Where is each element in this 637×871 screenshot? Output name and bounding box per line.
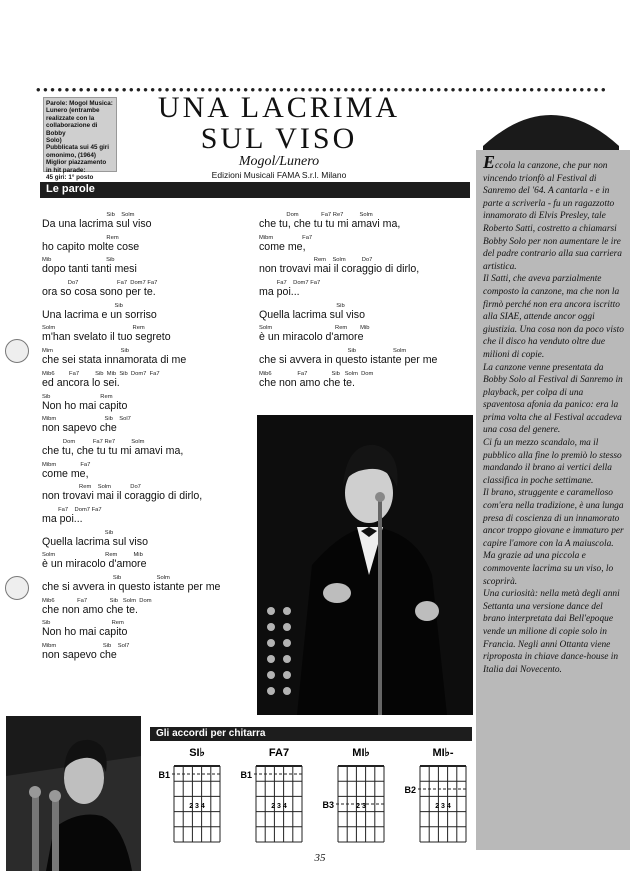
lyric-block: [42, 620, 254, 638]
story-text: Una curiosità: nella metà degli anni Settanta una versione dance del brano interpretata dai Bell'epoque vende un milione di copie solo in Francia. Negli anni Ottanta viene riproposta in chiave dance-house in Italia dai Novecento.: [483, 589, 620, 675]
lyrics-right-column: [259, 212, 471, 394]
chord-line: Mib6 Fa7 Sib Solm Dom: [259, 370, 374, 377]
chord-line: Rem Solm Do7: [42, 484, 141, 491]
story-paragraph: [483, 152, 625, 273]
lyric-line: non sapevo che: [42, 649, 117, 662]
story-paragraph: [483, 487, 625, 550]
story-paragraph: [483, 273, 625, 361]
lyric-line: Non ho mai capito: [42, 626, 128, 639]
lyric-line: non trovavi mai il coraggio di dirlo,: [42, 490, 203, 503]
lyric-line: come me,: [42, 467, 89, 480]
chord-line: Sib Rem: [42, 393, 113, 400]
lyric-block: [259, 257, 471, 275]
lyric-block: [42, 598, 254, 616]
info-line: Lunero (entrambe: [46, 107, 100, 115]
chord-line: Sib Solm: [259, 348, 407, 355]
story-paragraph: [483, 437, 625, 487]
lyric-line: Una lacrima e un sorriso: [42, 308, 157, 321]
chord-name: MI♭: [352, 747, 370, 759]
chord-line: Mim Sib: [42, 348, 129, 355]
finger-numbers: 2 3 4: [435, 803, 451, 810]
chord-line: Sib: [42, 302, 123, 309]
lyric-block: [42, 484, 254, 502]
title-line-2: SUL VISO: [200, 122, 358, 155]
song-authors: Mogol/Lunero: [238, 154, 320, 169]
fret-label: B3: [322, 800, 334, 810]
lyric-block: [42, 416, 254, 434]
story-paragraph: [483, 588, 625, 676]
chord-line: Fa7 Dom7 Fa7: [42, 506, 102, 513]
lyric-line: che non amo che te.: [259, 376, 355, 389]
lyric-block: [259, 212, 471, 230]
chord-line: Rem: [42, 234, 119, 241]
lyric-line: m'han svelato il tuo segreto: [42, 331, 171, 344]
lyric-line: ora so cosa sono per te.: [42, 286, 156, 299]
lyric-line: è un miracolo d'amore: [259, 331, 364, 344]
chord-line: Do7 Fa7 Dom7 Fa7: [42, 280, 158, 287]
info-line: Miglior piazzamento: [46, 159, 107, 167]
lyric-block: [42, 371, 254, 389]
lyric-block: [259, 235, 471, 253]
lyric-block: [259, 303, 471, 321]
lyric-line: che tu, che tu tu mi amavi ma,: [42, 444, 184, 457]
lyric-line: Non ho mai capito: [42, 399, 128, 412]
lyric-line: non trovavi mai il coraggio di dirlo,: [259, 263, 420, 276]
chord-line: Dom Fa7 Re7 Solm: [42, 438, 145, 445]
lyric-block: [42, 552, 254, 570]
chord-line: Mib6 Fa7 Sib Mib Sib Dom7 Fa7: [42, 370, 160, 377]
chord-line: Solm Rem Mib: [259, 325, 370, 332]
chord-line: Mib Sib: [42, 257, 115, 264]
lyric-line: Da una lacrima sul viso: [42, 218, 152, 230]
lyric-block: [259, 280, 471, 298]
lyric-block: [42, 575, 254, 593]
lyric-block: [42, 348, 254, 366]
chord-line: Solm Rem Mib: [42, 552, 143, 559]
lyric-block: [42, 462, 254, 480]
song-title: [128, 92, 430, 154]
lyric-line: ma poi...: [42, 512, 83, 525]
fret-label: B1: [158, 770, 170, 780]
story-text: Ma grazie ad una piccola e commovente lacrima su un viso, lo scoprirà.: [483, 551, 614, 587]
lyric-block: [42, 394, 254, 412]
story-text: Ci fu un mezzo scandalo, ma il pubblico alla fine lo premiò lo stesso mandando il brano ai vertici della classifica in poche settimane.: [483, 438, 622, 486]
lyric-block: [259, 371, 471, 389]
chord-line: Sib Solm: [42, 212, 135, 218]
info-line: collaborazione di Bobby: [46, 122, 98, 137]
lyric-line: è un miracolo d'amore: [42, 558, 147, 571]
finger-numbers: 2 3 4: [189, 803, 205, 810]
lyric-block: [42, 280, 254, 298]
lyric-line: che si avvera in questo istante per me: [259, 354, 438, 367]
info-line: 45 giri: 1° posto: [46, 174, 94, 182]
lyric-line: non sapevo che: [42, 422, 117, 435]
dotted-rule: ••••••••••••••••••••••••••••••••••••••••••••••••••••••••••••••••••••••••••••••••: [36, 86, 609, 94]
lyric-block: [42, 439, 254, 457]
lyric-block: [42, 643, 254, 661]
chord-line: Sib Solm: [42, 575, 170, 581]
lyric-block: [42, 303, 254, 321]
info-line: realizzate con la: [46, 114, 95, 122]
lyric-line: che sei stata innamorata di me: [42, 354, 187, 367]
lyric-line: Quella lacrima sul viso: [42, 535, 148, 548]
story-text: Il brano, struggente e caramelloso com'era nella tradizione, è una lunga presa di coscienza di un innamorato ancor troppo giovane e immaturo per capire l'amore con la A maiuscola.: [483, 488, 624, 549]
lyrics-header: Le parole: [40, 182, 470, 198]
story-paragraph: [483, 362, 625, 438]
lyric-line: che non amo che te.: [42, 603, 138, 616]
lyric-block: [259, 348, 471, 366]
finger-numbers: 2 3 4: [271, 803, 287, 810]
finger-numbers: 2 3: [356, 803, 366, 810]
chord-line: Sib: [259, 302, 345, 309]
info-line: Pubblicata sui 45 giri: [46, 144, 109, 152]
lyric-block: [42, 507, 254, 525]
lyrics-left-column: [42, 212, 254, 666]
lyric-block: [42, 235, 254, 253]
lyric-line: ho capito molte cose: [42, 240, 140, 253]
chord-line: Mib6 Fa7 Sib Solm Dom: [42, 597, 152, 604]
fret-label: B2: [404, 785, 416, 795]
binder-hole: [5, 576, 29, 600]
chord-line: Mibm Fa7: [42, 461, 91, 468]
lyric-line: che si avvera in questo istante per me: [42, 581, 221, 593]
chords-header: Gli accordi per chitarra: [150, 727, 472, 741]
lyric-line: ma poi...: [259, 286, 300, 299]
lyric-block: [42, 325, 254, 343]
lyric-block: [259, 325, 471, 343]
chord-line: Solm Rem: [42, 325, 145, 332]
lyric-block: [42, 530, 254, 548]
la-canzone-badge: [479, 96, 623, 158]
chord-line: Sib Rem: [42, 620, 124, 627]
story-text: Il Satti, che aveva parzialmente composto la canzone, ma che non la firmò perché non era ancora iscritto alla SIAE, attende ancor oggi giustizia. Una cosa non da poco visto che il disco ha venduto oltre due milioni di copie.: [483, 274, 624, 360]
chord-name: SI♭: [189, 747, 205, 759]
chord-name: MI♭-: [432, 747, 454, 759]
lyric-block: [42, 212, 254, 230]
fret-label: B1: [240, 770, 252, 780]
chord-line: Mibm Sib Sol7: [42, 643, 130, 650]
publisher: Edizioni Musicali FAMA S.r.l. Milano: [211, 170, 347, 180]
binder-hole: [5, 339, 29, 363]
title-line-1: UNA LACRIMA: [157, 91, 401, 124]
lyric-line: che tu, che tu tu mi amavi ma,: [259, 218, 401, 230]
song-info-box: [43, 97, 117, 182]
chord-line: Sib: [42, 529, 114, 536]
song-story-column: [476, 150, 630, 850]
chord-line: Mibm Fa7: [259, 234, 313, 241]
badge-text: La canzone: [491, 98, 580, 137]
info-line: in hit parade:: [46, 166, 86, 174]
lyric-line: dopo tanti tanti mesi: [42, 263, 137, 276]
lyric-line: come me,: [259, 240, 306, 253]
info-line: Solo): [46, 137, 62, 145]
info-line: Parole: Mogol Musica:: [46, 100, 113, 107]
info-line: omonimo, (1964): [46, 151, 97, 159]
lyric-block: [42, 257, 254, 275]
story-paragraph: [483, 550, 625, 588]
page-number: 35: [314, 852, 326, 864]
drop-cap: E: [483, 152, 496, 172]
chord-line: Fa7 Dom7 Fa7: [259, 280, 321, 287]
bobby-solo-photo: [257, 415, 473, 715]
lyric-line: Quella lacrima sul viso: [259, 308, 365, 321]
chord-line: Mibm Sib Sol7: [42, 416, 131, 423]
lyric-line: ed ancora lo sei.: [42, 376, 120, 389]
chord-line: Rem Solm Do7: [259, 257, 373, 264]
chord-diagrams: [148, 744, 476, 854]
story-text: ccola la canzone, che pur non vincendo trionfò al Festival di Sanremo del '64. A cantarla - e in parte a scriverla - fu un ragazzotto innamorato di Elvis Presley, tale Roberto Satti, costretto a chiamarsi Bobby Solo per non aumentare le ire del padre contrario alla sua carriera artistica.: [483, 161, 622, 272]
chord-name: FA7: [268, 747, 290, 759]
chord-line: Dom Fa7 Re7 Solm: [259, 212, 373, 218]
bobby-solo-small-photo: [6, 716, 141, 871]
story-text: La canzone venne presentata da Bobby Solo al Festival di Sanremo in playback, per colpa di una spaventosa afonia da panico: era la prima volta che al Festival accadeva una cosa del genere.: [483, 362, 623, 436]
